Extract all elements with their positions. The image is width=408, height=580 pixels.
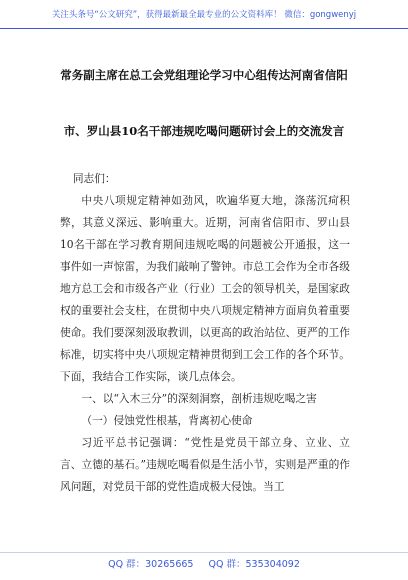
document-body (60, 168, 350, 498)
footer-divider (0, 552, 408, 553)
document-title-line-2: 市、罗山县10名干部违规吃喝问题研讨会上的交流发言 (63, 124, 345, 138)
footer-qq-group-1: QQ 群：30265665 (108, 559, 194, 570)
footer-contact (0, 556, 408, 570)
subsection-heading-1: （一）侵蚀党性根基，背离初心使命 (81, 414, 253, 427)
greeting: 同志们： (72, 172, 116, 185)
header-promo-note: 关注头条号“公文研究”，获得最新最全最专业的公文资料库！ 微信：gongwenyj (51, 10, 357, 20)
document-title-line-1: 常务副主席在总工会党组理论学习中心组传达河南省信阳 (60, 68, 348, 82)
header-divider (0, 28, 408, 29)
section-heading-1: 一、以“入木三分”的深刻洞察，剖析违规吃喝之害 (81, 392, 317, 405)
body-paragraph-intro: 中央八项规定精神如劲风，吹遍华夏大地，涤荡沉疴积弊，其意义深远、影响重大。近期，河南省信阳市、罗山县10名干部在学习教育期间违规吃喝的问题被公开通报，这一事件如一声惊雷，为我们敲响了警钟。市总工会作为全市各级地方总工会和市级各产业（行业）工会的领导机关，是国家政权的重要社会支柱，在贯彻中央八项规定精神方面肩负着重要使命。我们要深刻汲取教训，以更高的政治站位、更严的工作标准，切实将中央八项规定精神贯彻到工会工作的各个环节。下面，我结合工作实际，谈几点体会。 (60, 194, 350, 383)
footer-qq-group-2: QQ 群：535304092 (208, 559, 300, 570)
body-paragraph-quote: 习近平总书记强调：“党性是党员干部立身、立业、立言、立德的基石。”违规吃喝看似是生活小节，实则是严重的作风问题，对党员干部的党性造成极大侵蚀。当工 (60, 436, 350, 493)
